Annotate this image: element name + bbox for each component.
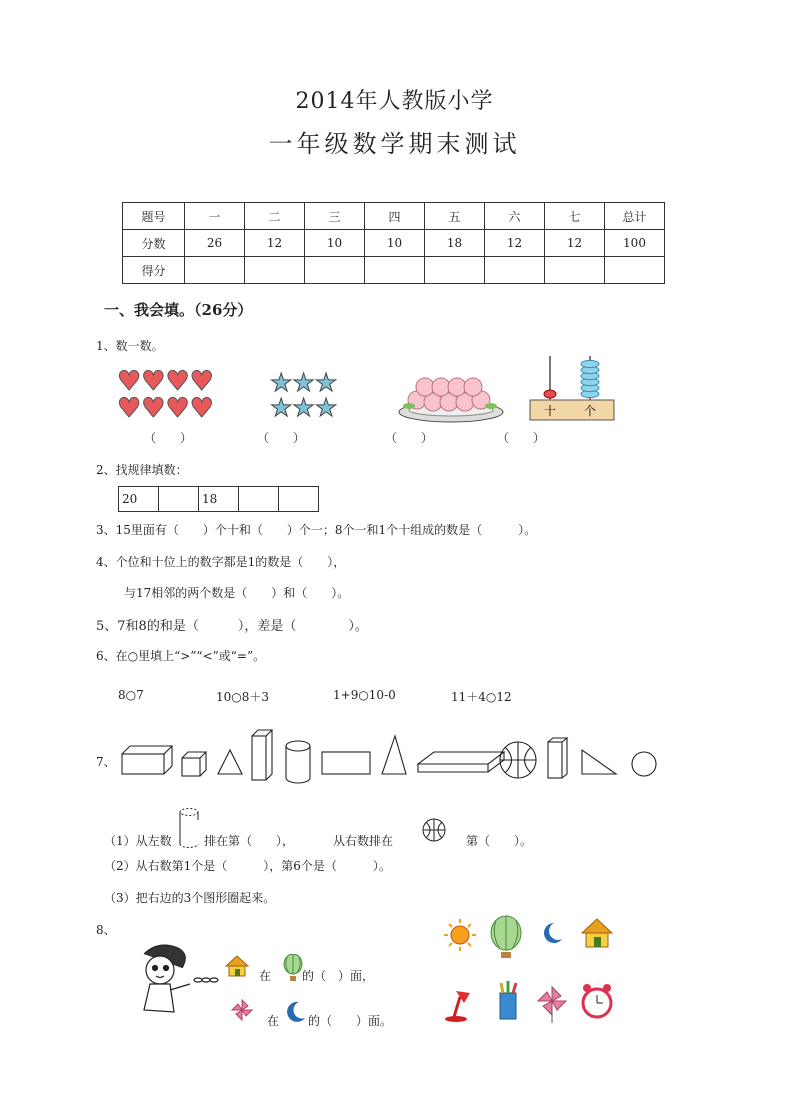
star-icon: ★ (292, 368, 315, 397)
compare-expression[interactable]: 1+9○10-0 (333, 688, 396, 702)
table-cell: 二 (245, 203, 305, 230)
heart-icon: ♥ (189, 393, 214, 424)
table-cell: 26 (185, 230, 245, 257)
cube-shape-icon (182, 752, 206, 776)
table-cell: 三 (305, 203, 365, 230)
section-heading: 一、我会填。（26分） (104, 301, 253, 319)
star-icon: ★ (314, 368, 338, 397)
question-4-line2: 与17相邻的两个数是（ ）和（ ）。 (124, 586, 350, 600)
compare-expression[interactable]: 8○7 (118, 688, 144, 702)
table-cell: 四 (365, 203, 425, 230)
question-7-part1-b: 排在第（ ）， (204, 834, 295, 848)
question-3-text: 3、15里面有（ ）个十和（ ）个一；8个一和1个十组成的数是（ ）。 (96, 523, 537, 537)
question-4-line1: 4、个位和十位上的数字都是1的数是（ ）， (96, 555, 346, 569)
compare-expression[interactable]: 10○8＋3 (216, 690, 270, 704)
answer-blank[interactable]: （ ） (257, 431, 306, 445)
right-triangle-shape-icon (582, 750, 616, 774)
table-cell: 12 (545, 230, 605, 257)
question-7-part2: （2）从右数第1个是（ ），第6个是（ ）。 (104, 859, 391, 873)
abacus-tens-label: 十 (543, 404, 557, 418)
question-8-line1-a: 在 (259, 969, 272, 983)
moon-icon (544, 923, 562, 943)
cuboid-shape-icon (122, 746, 172, 774)
cylinder-small-icon (177, 806, 201, 848)
table-row (123, 257, 665, 284)
table-cell: 七 (545, 203, 605, 230)
sequence-cell: 18 (199, 487, 239, 512)
desk-lamp-icon (445, 991, 470, 1022)
score-table (122, 202, 665, 284)
exam-title-line2: 一年级数学期末测试 (268, 130, 521, 158)
table-cell: 得分 (123, 257, 185, 284)
hearts-group (117, 368, 233, 422)
objects-grid (440, 913, 620, 1025)
question-2-text: 2、找规律填数： (96, 463, 188, 477)
basketball-small-icon (420, 816, 448, 844)
answer-blank[interactable]: （ ） (497, 431, 546, 445)
heart-icon: ♥ (117, 366, 142, 397)
table-cell: 六 (485, 203, 545, 230)
rectangle-shape-icon (322, 752, 370, 774)
question-7-part3: （3）把右边的3个图形圈起来。 (104, 891, 276, 905)
score-input-cell[interactable] (305, 257, 365, 284)
hot-air-balloon-icon (282, 954, 304, 982)
star-icon: ★ (314, 393, 338, 422)
shapes-row (116, 728, 662, 788)
score-input-cell[interactable] (545, 257, 605, 284)
score-input-cell[interactable] (185, 257, 245, 284)
table-cell: 12 (485, 230, 545, 257)
table-cell: 18 (425, 230, 485, 257)
tall-triangle-shape-icon (382, 736, 406, 774)
basketball-icon (500, 742, 536, 778)
sequence-table (118, 486, 319, 512)
triangle-shape-icon (218, 750, 242, 774)
cuboid-shape-icon (548, 738, 567, 778)
star-icon: ★ (270, 393, 293, 422)
house-icon (582, 919, 612, 947)
abacus-icon (528, 354, 618, 424)
table-row (123, 230, 665, 257)
stars-group (270, 370, 360, 420)
table-cell: 题号 (123, 203, 185, 230)
score-input-cell[interactable] (485, 257, 545, 284)
girl-pointing-icon (130, 940, 222, 1020)
score-input-cell[interactable] (425, 257, 485, 284)
cylinder-shape-icon (286, 741, 310, 783)
house-icon (224, 954, 250, 978)
peach-plate-icon (395, 370, 507, 426)
question-8-label: 8、 (96, 923, 116, 937)
circle-shape-icon (632, 752, 656, 776)
question-7-part1-d: 第（ ）。 (466, 834, 533, 848)
question-6-text: 6、在○里填上“>”“<”或“=”。 (96, 649, 266, 663)
table-cell: 10 (305, 230, 365, 257)
answer-blank[interactable]: （ ） (385, 431, 434, 445)
heart-icon: ♥ (141, 393, 166, 424)
heart-icon: ♥ (165, 366, 190, 397)
flat-cuboid-shape-icon (418, 752, 504, 772)
table-cell: 分数 (123, 230, 185, 257)
answer-blank[interactable]: （ ） (144, 431, 193, 445)
alarm-clock-icon (583, 984, 611, 1017)
question-1-text: 1、数一数。 (96, 339, 164, 353)
star-icon: ★ (292, 393, 315, 422)
question-8-line2-b: 的（ ）面。 (308, 1014, 393, 1028)
pinwheel-icon (230, 998, 254, 1022)
sequence-cell[interactable] (159, 487, 199, 512)
table-cell: 100 (605, 230, 665, 257)
pinwheel-icon (538, 987, 566, 1023)
sun-icon (444, 919, 476, 951)
question-5-text: 5、7和8的和是（ ），差是（ ）。 (96, 619, 368, 634)
compare-expression[interactable]: 11＋4○12 (451, 690, 512, 704)
question-7-part1-c: 从右数排在 (333, 834, 394, 848)
exam-title-line1: 2014年人教版小学 (295, 89, 494, 114)
question-7-label: 7、 (96, 755, 116, 769)
table-cell: 一 (185, 203, 245, 230)
score-input-cell[interactable] (605, 257, 665, 284)
score-input-cell[interactable] (365, 257, 425, 284)
table-row (119, 487, 319, 512)
hot-air-balloon-icon (491, 916, 521, 958)
sequence-cell: 20 (119, 487, 159, 512)
question-8-line2-a: 在 (267, 1014, 280, 1028)
sequence-cell[interactable] (279, 487, 319, 512)
question-8-line1-b: 的（ ）面， (302, 969, 375, 983)
sequence-cell[interactable] (239, 487, 279, 512)
table-cell: 12 (245, 230, 305, 257)
abacus-ones-label: 个 (583, 404, 597, 418)
score-input-cell[interactable] (245, 257, 305, 284)
heart-icon: ♥ (165, 393, 190, 424)
table-cell: 五 (425, 203, 485, 230)
table-row (123, 203, 665, 230)
tall-cuboid-shape-icon (252, 730, 272, 780)
table-cell: 10 (365, 230, 425, 257)
star-icon: ★ (270, 368, 293, 397)
table-cell: 总计 (605, 203, 665, 230)
pencil-cup-icon (500, 981, 516, 1019)
question-7-part1-a: （1）从左数 (104, 834, 172, 848)
heart-icon: ♥ (117, 393, 142, 424)
moon-icon (285, 1000, 307, 1024)
heart-icon: ♥ (189, 366, 214, 397)
heart-icon: ♥ (141, 366, 166, 397)
